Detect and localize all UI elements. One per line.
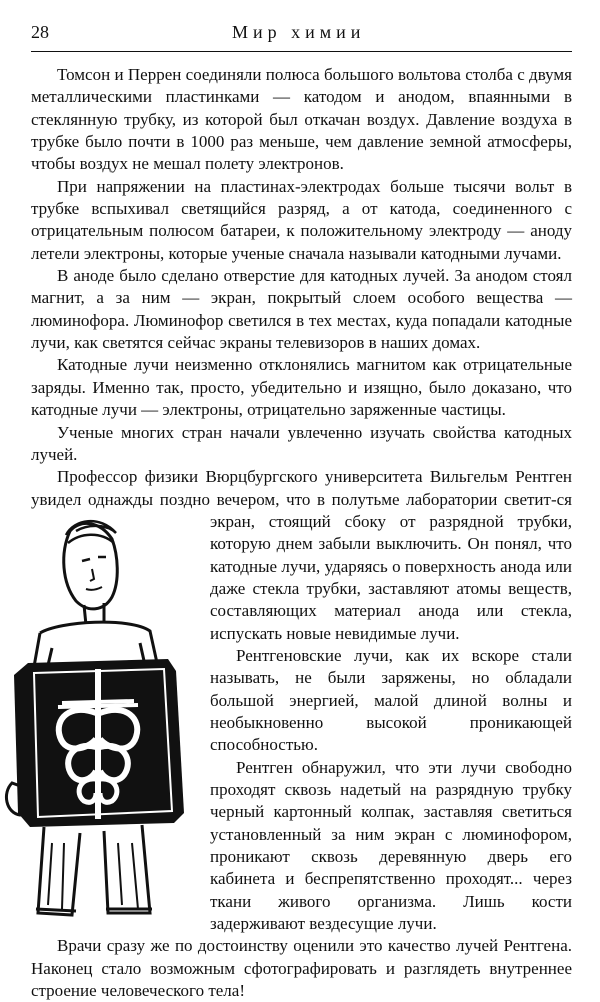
paragraph-9: Врачи сразу же по достоинству оценили это качество лучей Рентгена. Наконец стало возможным сфотографировать и разглядеть внутреннее строение человеческого тела!	[31, 936, 572, 1001]
paragraph-6	[31, 466, 572, 645]
xray-illustration	[0, 513, 196, 923]
paragraph-1: Томсон и Перрен соединяли полюса большого вольтова столба с двумя металлическими пластинками — катодом и анодом, впаянными в стеклянную трубку, из которой был откачан воздух. Давление воздуха в трубке было почти в 1000 раз меньше, чем давление земной атмосферы, чтобы воздух не мешал полету электронов.	[31, 65, 572, 174]
paragraph-6-lead: Профессор физики Вюрцбургского университета Вильгельм Рентген увидел однажды поздно вечером, что в полутьме лаборатории светит-	[31, 467, 572, 509]
page-number: 28	[31, 22, 49, 42]
xray-man-drawing	[0, 513, 196, 923]
paragraph-7: Рентгеновские лучи, как их вскоре стали называть, не были заряжены, но обладали большой энергией, малой длиной волны и необыкновенно высокой проникающей способностью.	[210, 645, 572, 755]
paragraph-5: Ученые многих стран начали увлеченно изучать свойства катодных лучей.	[31, 422, 572, 464]
page-header	[0, 0, 600, 50]
body-text	[31, 64, 572, 1002]
paragraph-8: Рентген обнаружил, что эти лучи свободно проходят сквозь надетый на разрядную трубку черный картонный колпак, заставляя светиться установленный за ним экран с люминофором, проникают сквозь деревянную дверь его кабинета и беспрепятственно проходят... через ткани живого организма. Лишь кости задерживают вездесущие лучи.	[210, 757, 572, 934]
running-title: Мир химии	[232, 22, 366, 42]
paragraph-3: В аноде было сделано отверстие для катодных лучей. За анодом стоял магнит, а за ним — экран, покрытый слоем особого вещества — люминофора. Люминофор светился в тех местах, куда попадали катодные лучи, как светятся сейчас экраны телевизоров в наших домах.	[31, 266, 572, 353]
paragraph-4: Катодные лучи неизменно отклонялись магнитом как отрицательные заряды. Именно так, просто, убедительно и изящно, было доказано, что катодные лучи — электроны, отрицательно заряженные частицы.	[31, 355, 572, 420]
paragraph-6-rest: ся экран, стоящий сбоку от разрядной трубки, которую днем забыли выключить. Он понял, что катодные лучи, ударяясь о поверхность анода или даже стекла трубки, заставляют атомы веществ, составляющих материал анода или стекла, испускать новые невидимые лучи.	[210, 489, 572, 643]
paragraph-2: При напряжении на пластинах-электродах больше тысячи вольт в трубке вспыхивал светящийся разряд, а от катода, соединенного с отрицательным полюсом батареи, к положительному электроду — аноду летели электроны, которые ученые сначала называли катодными лучами.	[31, 176, 572, 263]
header-rule	[31, 51, 572, 52]
